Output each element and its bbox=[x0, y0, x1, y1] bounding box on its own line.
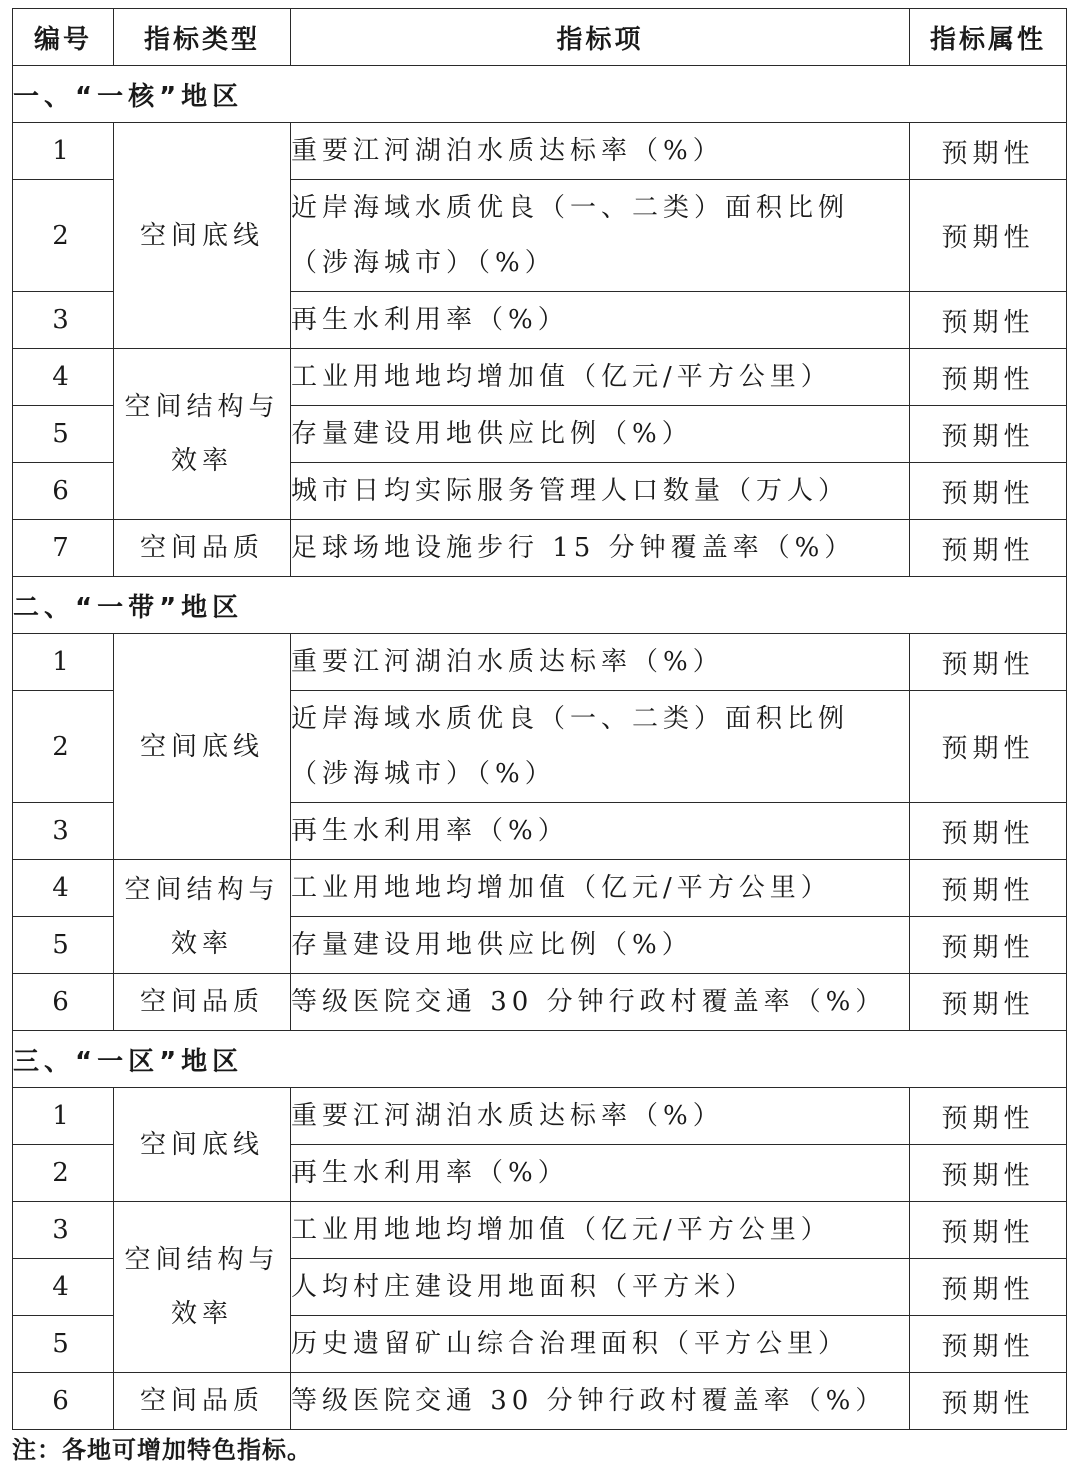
section-row bbox=[13, 66, 1067, 123]
indicator-type: 空间结构与效率 bbox=[114, 860, 291, 974]
row-number: 6 bbox=[13, 974, 114, 1031]
indicator-type: 空间品质 bbox=[114, 1373, 291, 1430]
indicator-item: 工业用地地均增加值（亿元/平方公里） bbox=[291, 860, 910, 917]
indicator-attribute: 预期性 bbox=[910, 123, 1067, 180]
indicator-item: 人均村庄建设用地面积（平方米） bbox=[291, 1259, 910, 1316]
indicator-attribute: 预期性 bbox=[910, 691, 1067, 803]
indicator-item: 工业用地地均增加值（亿元/平方公里） bbox=[291, 349, 910, 406]
row-number: 3 bbox=[13, 1202, 114, 1259]
row-number: 4 bbox=[13, 860, 114, 917]
indicator-attribute: 预期性 bbox=[910, 917, 1067, 974]
section-row bbox=[13, 1031, 1067, 1088]
indicator-type: 空间结构与效率 bbox=[114, 1202, 291, 1373]
indicator-item: 足球场地设施步行 15 分钟覆盖率（%） bbox=[291, 520, 910, 577]
header-indicator-type: 指标类型 bbox=[114, 9, 291, 66]
row-number: 1 bbox=[13, 123, 114, 180]
row-number: 5 bbox=[13, 406, 114, 463]
header-indicator-attribute: 指标属性 bbox=[910, 9, 1067, 66]
table-row bbox=[13, 1088, 1067, 1145]
section-row bbox=[13, 577, 1067, 634]
indicator-attribute: 预期性 bbox=[910, 1373, 1067, 1430]
indicator-type: 空间底线 bbox=[114, 123, 291, 349]
row-number: 7 bbox=[13, 520, 114, 577]
indicator-item: 重要江河湖泊水质达标率（%） bbox=[291, 634, 910, 691]
row-number: 2 bbox=[13, 1145, 114, 1202]
indicator-type: 空间底线 bbox=[114, 1088, 291, 1202]
section-title: 三、“一区”地区 bbox=[13, 1031, 1067, 1088]
indicator-item: 再生水利用率（%） bbox=[291, 1145, 910, 1202]
indicator-attribute: 预期性 bbox=[910, 1202, 1067, 1259]
indicator-item: 再生水利用率（%） bbox=[291, 803, 910, 860]
indicator-attribute: 预期性 bbox=[910, 292, 1067, 349]
table-row bbox=[13, 520, 1067, 577]
header-indicator-item: 指标项 bbox=[291, 9, 910, 66]
table-row bbox=[13, 860, 1067, 917]
indicator-attribute: 预期性 bbox=[910, 974, 1067, 1031]
row-number: 5 bbox=[13, 1316, 114, 1373]
row-number: 3 bbox=[13, 803, 114, 860]
indicator-attribute: 预期性 bbox=[910, 803, 1067, 860]
row-number: 5 bbox=[13, 917, 114, 974]
indicator-attribute: 预期性 bbox=[910, 634, 1067, 691]
indicator-item: 城市日均实际服务管理人口数量（万人） bbox=[291, 463, 910, 520]
row-number: 4 bbox=[13, 1259, 114, 1316]
table-note: 注：各地可增加特色指标。 bbox=[12, 1436, 312, 1464]
indicator-item: 重要江河湖泊水质达标率（%） bbox=[291, 1088, 910, 1145]
indicator-item: 等级医院交通 30 分钟行政村覆盖率（%） bbox=[291, 974, 910, 1031]
indicator-table bbox=[12, 8, 1067, 1430]
row-number: 6 bbox=[13, 1373, 114, 1430]
indicator-attribute: 预期性 bbox=[910, 349, 1067, 406]
indicator-attribute: 预期性 bbox=[910, 180, 1067, 292]
row-number: 2 bbox=[13, 691, 114, 803]
indicator-attribute: 预期性 bbox=[910, 1145, 1067, 1202]
indicator-type: 空间品质 bbox=[114, 520, 291, 577]
indicator-type: 空间底线 bbox=[114, 634, 291, 860]
indicator-item: 近岸海域水质优良（一、二类）面积比例（涉海城市）（%） bbox=[291, 180, 910, 292]
indicator-attribute: 预期性 bbox=[910, 520, 1067, 577]
row-number: 1 bbox=[13, 1088, 114, 1145]
indicator-attribute: 预期性 bbox=[910, 1316, 1067, 1373]
indicator-attribute: 预期性 bbox=[910, 406, 1067, 463]
indicator-attribute: 预期性 bbox=[910, 463, 1067, 520]
section-title: 二、“一带”地区 bbox=[13, 577, 1067, 634]
indicator-item: 近岸海域水质优良（一、二类）面积比例（涉海城市）（%） bbox=[291, 691, 910, 803]
row-number: 3 bbox=[13, 292, 114, 349]
header-number: 编号 bbox=[13, 9, 114, 66]
table-row bbox=[13, 1373, 1067, 1430]
indicator-attribute: 预期性 bbox=[910, 1259, 1067, 1316]
table-header-row bbox=[13, 9, 1067, 66]
indicator-item: 工业用地地均增加值（亿元/平方公里） bbox=[291, 1202, 910, 1259]
indicator-item: 等级医院交通 30 分钟行政村覆盖率（%） bbox=[291, 1373, 910, 1430]
table-row bbox=[13, 123, 1067, 180]
indicator-item: 存量建设用地供应比例（%） bbox=[291, 406, 910, 463]
indicator-item: 重要江河湖泊水质达标率（%） bbox=[291, 123, 910, 180]
table-row bbox=[13, 974, 1067, 1031]
table-row bbox=[13, 349, 1067, 406]
indicator-type: 空间结构与效率 bbox=[114, 349, 291, 520]
row-number: 2 bbox=[13, 180, 114, 292]
row-number: 4 bbox=[13, 349, 114, 406]
indicator-item: 再生水利用率（%） bbox=[291, 292, 910, 349]
section-title: 一、“一核”地区 bbox=[13, 66, 1067, 123]
indicator-attribute: 预期性 bbox=[910, 1088, 1067, 1145]
indicator-attribute: 预期性 bbox=[910, 860, 1067, 917]
row-number: 1 bbox=[13, 634, 114, 691]
indicator-type: 空间品质 bbox=[114, 974, 291, 1031]
indicator-item: 存量建设用地供应比例（%） bbox=[291, 917, 910, 974]
indicator-item: 历史遗留矿山综合治理面积（平方公里） bbox=[291, 1316, 910, 1373]
row-number: 6 bbox=[13, 463, 114, 520]
table-row bbox=[13, 634, 1067, 691]
table-row bbox=[13, 1202, 1067, 1259]
